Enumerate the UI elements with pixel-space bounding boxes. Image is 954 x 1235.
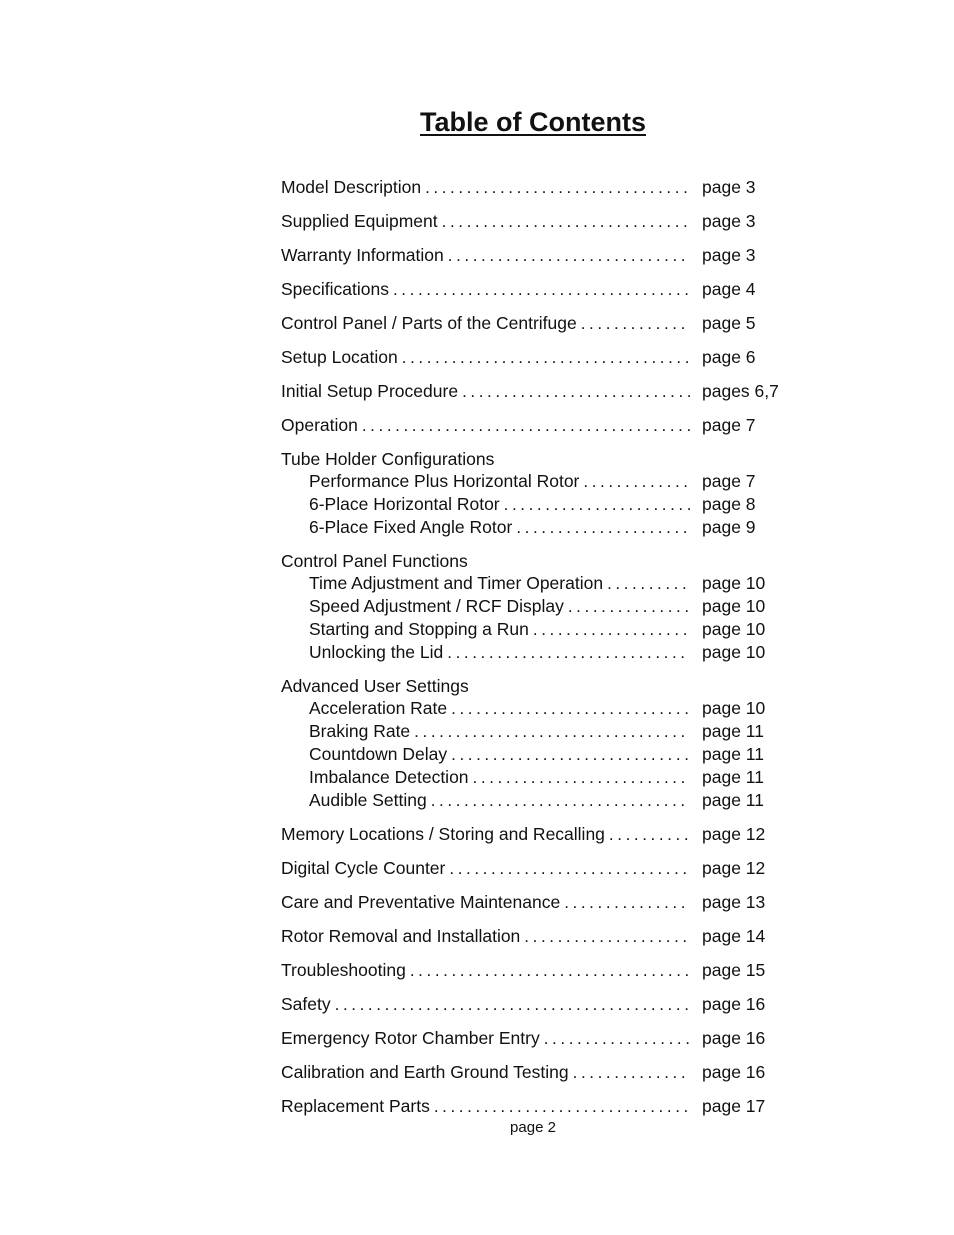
toc-page: page 12 [702,824,766,844]
toc-label: Countdown Delay [309,744,448,764]
page-title: Table of Contents [420,107,646,137]
toc-entry [281,857,801,880]
toc-entry [281,891,801,914]
toc-label: Supplied Equipment [281,211,438,231]
toc-page: page 10 [702,698,766,718]
toc-entry [281,210,801,233]
toc-page: page 10 [702,596,766,616]
toc-page: page 3 [702,245,756,265]
toc-label: Care and Preventative Maintenance [281,892,561,912]
dot-leader [512,517,690,539]
toc-page: page 5 [702,313,756,333]
toc-label: Model Description [281,177,422,197]
toc-label: Braking Rate [309,721,411,741]
toc-page: page 4 [702,279,756,299]
toc-label: Imbalance Detection [309,767,469,787]
toc-page: page 11 [702,767,764,787]
dot-leader [569,1062,690,1084]
dot-leader [447,698,690,720]
toc-page: page 17 [702,1096,766,1116]
toc-label: 6-Place Fixed Angle Rotor [309,517,513,537]
toc-entry [281,312,801,335]
toc-label: Troubleshooting [281,960,406,980]
toc-label: Performance Plus Horizontal Rotor [309,471,580,491]
toc-entry [281,823,801,846]
toc-page: page 7 [702,471,756,491]
toc-entry [281,414,801,437]
toc-page: page 16 [702,1028,766,1048]
dot-leader [560,892,690,914]
toc-section-heading: Control Panel Functions [281,551,468,571]
dot-leader [331,994,690,1016]
toc-page: page 16 [702,994,766,1014]
toc-label: Specifications [281,279,389,299]
toc-label: Unlocking the Lid [309,642,444,662]
dot-leader [469,767,690,789]
toc-page: page 10 [702,619,766,639]
toc-entry [281,278,801,301]
toc-page: page 12 [702,858,766,878]
dot-leader [520,926,690,948]
toc-entry [281,176,801,199]
toc-page: page 9 [702,517,756,537]
dot-leader [603,573,690,595]
page-number: page 2 [510,1119,556,1136]
dot-leader [406,960,690,982]
toc-label: 6-Place Horizontal Rotor [309,494,500,514]
toc-section-tube-holder [281,448,801,539]
toc-page: page 11 [702,790,764,810]
toc-label: Safety [281,994,331,1014]
dot-leader [443,642,690,664]
toc-section-heading: Tube Holder Configurations [281,449,495,469]
dot-leader [421,177,690,199]
toc-page: page 16 [702,1062,766,1082]
toc-entry [281,346,801,369]
toc-label: Memory Locations / Storing and Recalling [281,824,605,844]
toc-page: page 11 [702,744,764,764]
toc-entry [281,959,801,982]
toc-label: Acceleration Rate [309,698,448,718]
toc-entry [281,1061,801,1084]
toc-page: page 14 [702,926,766,946]
toc-page: page 6 [702,347,756,367]
toc-page: page 11 [702,721,764,741]
toc-entry [281,244,801,267]
dot-leader [447,744,690,766]
dot-leader [410,721,690,743]
dot-leader [458,381,690,403]
toc-page: page 3 [702,211,756,231]
toc-label: Rotor Removal and Installation [281,926,521,946]
dot-leader [430,1096,690,1118]
dot-leader [427,790,690,812]
toc-label: Replacement Parts [281,1096,430,1116]
toc-page: page 10 [702,573,766,593]
toc-entry [281,380,801,403]
toc-entry [281,925,801,948]
toc-entry [281,1027,801,1050]
toc-page: page 10 [702,642,766,662]
dot-leader [444,245,690,267]
toc-page: page 15 [702,960,766,980]
toc-label: Setup Location [281,347,398,367]
toc-label: Calibration and Earth Ground Testing [281,1062,569,1082]
toc-section-control-panel [281,550,801,664]
toc-label: Emergency Rotor Chamber Entry [281,1028,540,1048]
table-of-contents [281,176,801,1129]
dot-leader [398,347,690,369]
dot-leader [389,279,690,301]
toc-page: page 7 [702,415,756,435]
toc-entry [281,993,801,1016]
toc-page: page 8 [702,494,756,514]
dot-leader [605,824,690,846]
dot-leader [577,313,690,335]
toc-label: Operation [281,415,358,435]
toc-label: Speed Adjustment / RCF Display [309,596,564,616]
dot-leader [438,211,690,233]
dot-leader [500,494,690,516]
toc-label: Warranty Information [281,245,444,265]
dot-leader [529,619,690,641]
dot-leader [445,858,690,880]
toc-page: pages 6,7 [702,381,779,401]
toc-label: Starting and Stopping a Run [309,619,529,639]
toc-section-heading: Advanced User Settings [281,676,469,696]
toc-label: Time Adjustment and Timer Operation [309,573,604,593]
toc-label: Digital Cycle Counter [281,858,446,878]
toc-label: Audible Setting [309,790,427,810]
dot-leader [358,415,690,437]
toc-label: Initial Setup Procedure [281,381,459,401]
toc-page: page 3 [702,177,756,197]
toc-section-advanced [281,675,801,812]
dot-leader [564,596,690,618]
toc-entry [281,1095,801,1118]
dot-leader [540,1028,690,1050]
toc-page: page 13 [702,892,766,912]
dot-leader [579,471,690,493]
toc-label: Control Panel / Parts of the Centrifuge [281,313,577,333]
